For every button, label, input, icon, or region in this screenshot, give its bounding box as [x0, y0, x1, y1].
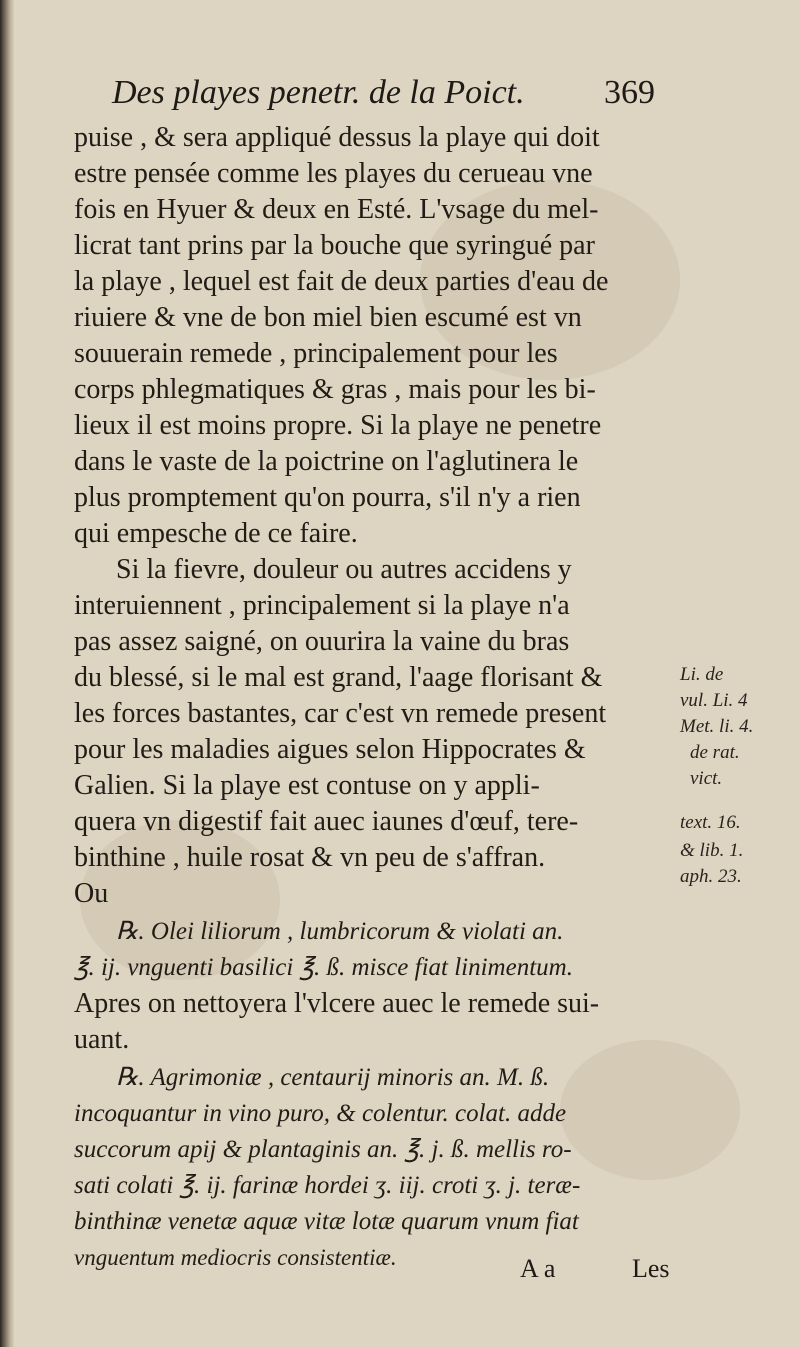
text-line: lieux il est moins propre. Si la playe ne penetre: [74, 410, 602, 441]
prescription-line: incoquantur in vino puro, & colentur. colat. adde: [74, 1100, 567, 1127]
prescription-line: succorum apij & plantaginis an. ℥. j. ß. mellis ro-: [74, 1136, 572, 1163]
margin-note: vict.: [690, 768, 723, 789]
prescription-line: ℞. Agrimoniæ , centaurij minoris an. M. ß.: [116, 1064, 550, 1091]
text-line: uant.: [74, 1024, 130, 1055]
margin-note: Li. de: [680, 664, 724, 685]
catchword: Les: [632, 1254, 670, 1283]
prescription-line: ℞. Olei liliorum , lumbricorum & violati an.: [116, 918, 564, 945]
paper-stain: [560, 1040, 740, 1180]
text-line: du blessé, si le mal est grand, l'aage florisant &: [74, 662, 603, 693]
prescription-line: ℥. ij. vnguenti basilici ℥. ß. misce fiat linimentum.: [74, 954, 573, 981]
running-header: [112, 70, 672, 116]
text-line: Galien. Si la playe est contuse on y appli-: [74, 770, 540, 801]
text-line: fois en Hyuer & deux en Esté. L'vsage du mel-: [74, 194, 599, 225]
text-line: pas assez saigné, on ouurira la vaine du bras: [74, 626, 570, 657]
text-line: Apres on nettoyera l'vlcere auec le remede sui-: [74, 988, 600, 1019]
text-line: souuerain remede , principalement pour les: [74, 338, 558, 369]
text-line: estre pensée comme les playes du cerueau vne: [74, 158, 593, 189]
prescription-line: sati colati ℥. ij. farinæ hordei ʒ. iij. croti ʒ. j. teræ-: [74, 1172, 581, 1199]
text-line: corps phlegmatiques & gras , mais pour les bi-: [74, 374, 596, 405]
text-line: dans le vaste de la poictrine on l'aglutinera le: [74, 446, 579, 477]
text-line: Si la fievre, douleur ou autres accidens y: [116, 554, 572, 585]
text-line: Ou: [74, 878, 109, 909]
text-line: riuiere & vne de bon miel bien escumé est vn: [74, 302, 582, 333]
text-line: qui empesche de ce faire.: [74, 518, 358, 549]
signature-mark: A a: [520, 1254, 556, 1283]
text-line: licrat tant prins par la bouche que syringué par: [74, 230, 595, 261]
text-line: interuiennent , principalement si la playe n'a: [74, 590, 570, 621]
prescription-line: binthinæ venetæ aquæ vitæ lotæ quarum vnum fiat: [74, 1208, 579, 1235]
margin-note: text. 16.: [680, 812, 741, 833]
text-line: plus promptement qu'on pourra, s'il n'y a rien: [74, 482, 581, 513]
text-line: quera vn digestif fait auec iaunes d'œuf, tere-: [74, 806, 579, 837]
margin-note: de rat.: [690, 742, 740, 763]
prescription-line: vnguentum mediocris consistentiæ.: [74, 1245, 397, 1270]
text-line: puise , & sera appliqué dessus la playe qui doit: [74, 122, 600, 153]
binding-gutter: [0, 0, 14, 1347]
text-line: les forces bastantes, car c'est vn remede present: [74, 698, 607, 729]
text-line: pour les maladies aigues selon Hippocrates &: [74, 734, 586, 765]
running-title: Des playes penetr. de la Poict.: [112, 74, 525, 111]
text-line: la playe , lequel est fait de deux parties d'eau de: [74, 266, 609, 297]
margin-note: & lib. 1.: [680, 840, 744, 861]
text-line: binthine , huile rosat & vn peu de s'affran.: [74, 842, 546, 873]
margin-note: Met. li. 4.: [680, 716, 754, 737]
page-number: 369: [604, 74, 655, 111]
margin-note: vul. Li. 4: [680, 690, 748, 711]
margin-note: aph. 23.: [680, 866, 742, 887]
